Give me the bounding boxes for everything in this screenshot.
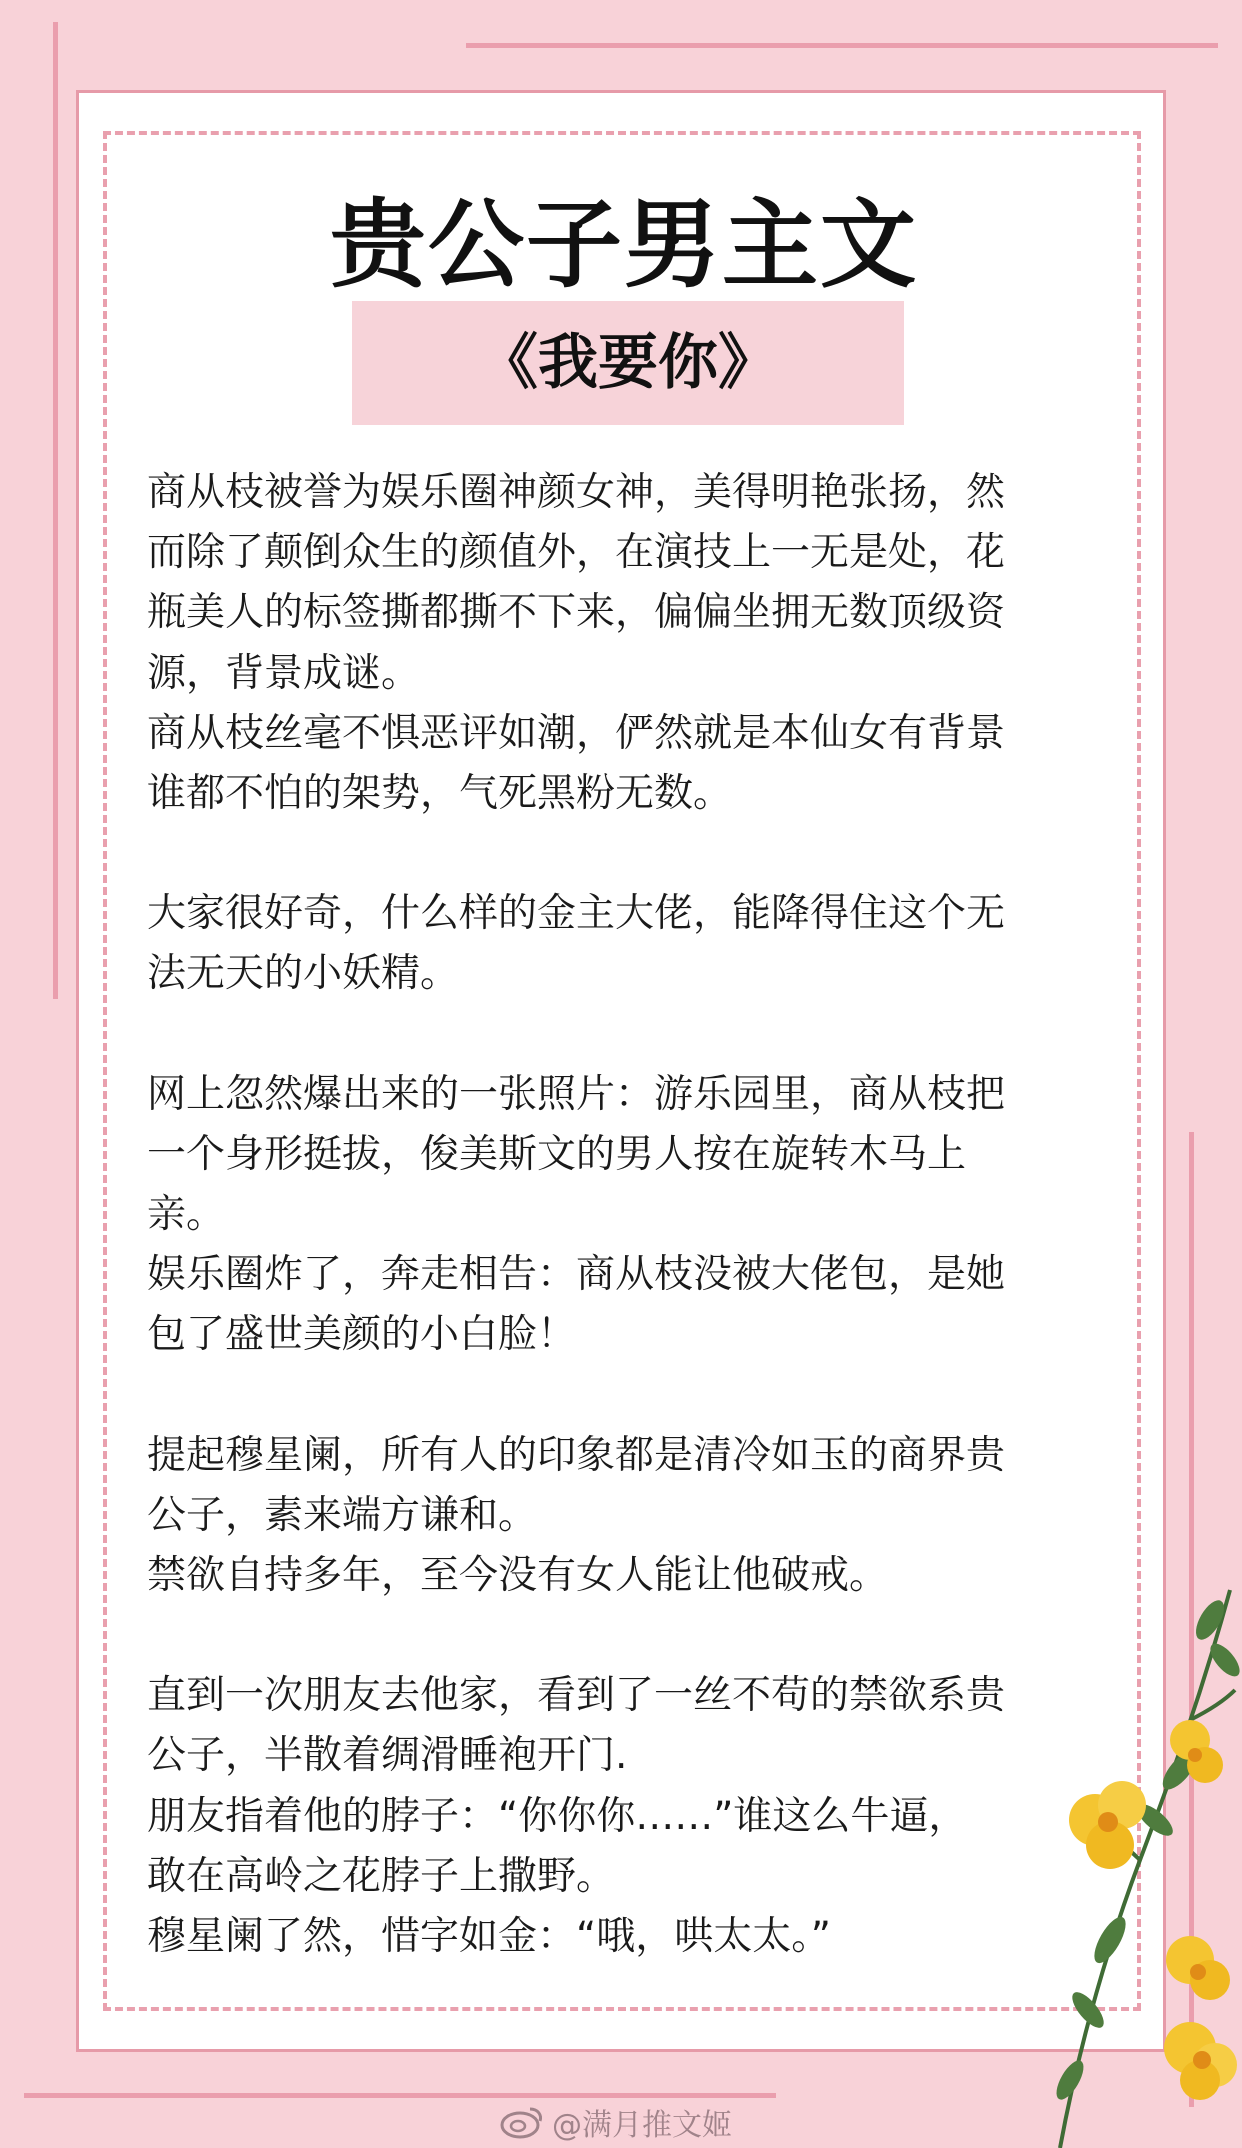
watermark: [500, 2097, 732, 2147]
blank-line: [147, 1005, 1087, 1065]
text-line: 敢在高岭之花脖子上撒野。: [147, 1853, 616, 1899]
text-line: 朋友指着他的脖子：“你你你……”谁这么牛逼，: [147, 1793, 968, 1839]
decorative-line-top: [466, 43, 1218, 48]
book-title: 《我要你》: [352, 301, 904, 425]
text-line: 而除了颠倒众生的颜值外，在演技上一无是处，花: [147, 530, 1006, 576]
text-line: 亲。: [147, 1192, 226, 1238]
weibo-icon: [500, 2105, 544, 2139]
text-line: 公子，半散着绸滑睡袍开门.: [147, 1733, 628, 1779]
watermark-text: @满月推文姬: [552, 2108, 732, 2143]
text-line: 源，背景成谜。: [147, 650, 421, 696]
blank-line: [147, 1366, 1087, 1426]
text-line: 网上忽然爆出来的一张照片：游乐园里，商从枝把: [147, 1071, 1006, 1117]
text-line: 谁都不怕的架势，气死黑粉无数。: [147, 771, 733, 817]
text-line: 商从枝被誉为娱乐圈神颜女神，美得明艳张扬，然: [147, 470, 1006, 515]
text-line: 直到一次朋友去他家，看到了一丝不苟的禁欲系贵: [147, 1673, 1006, 1719]
text-line: 大家很好奇，什么样的金主大佬，能降得住这个无: [147, 891, 1006, 937]
text-line: 法无天的小妖精。: [147, 951, 460, 997]
blank-line: [147, 824, 1087, 884]
text-line: 提起穆星阑，所有人的印象都是清冷如玉的商界贵: [147, 1432, 1006, 1478]
text-line: 公子，素来端方谦和。: [147, 1492, 538, 1538]
flower-branch-icon: [1040, 1560, 1242, 2148]
text-line: 穆星阑了然，惜字如金：“哦，哄太太。”: [147, 1914, 831, 1960]
flower-4: [1164, 2022, 1237, 2100]
synopsis-text: [147, 463, 1087, 1967]
blank-line: [147, 1606, 1087, 1666]
text-line: 包了盛世美颜的小白脸！: [147, 1312, 577, 1358]
text-line: 商从枝丝毫不惧恶评如潮，俨然就是本仙女有背景: [147, 710, 1006, 756]
text-line: 瓶美人的标签撕都撕不下来，偏偏坐拥无数顶级资: [147, 590, 1006, 636]
text-line: 一个身形挺拔，俊美斯文的男人按在旋转木马上: [147, 1131, 967, 1177]
page-title: 贵公子男主文: [330, 189, 918, 301]
flower-3: [1166, 1936, 1230, 2000]
text-line: 禁欲自持多年，至今没有女人能让他破戒。: [147, 1553, 889, 1599]
text-line: 娱乐圈炸了，奔走相告：商从枝没被大佬包，是她: [147, 1252, 1006, 1298]
dashed-frame: [103, 131, 1141, 2011]
content-card: [76, 90, 1166, 2052]
decorative-line-left: [53, 22, 58, 999]
